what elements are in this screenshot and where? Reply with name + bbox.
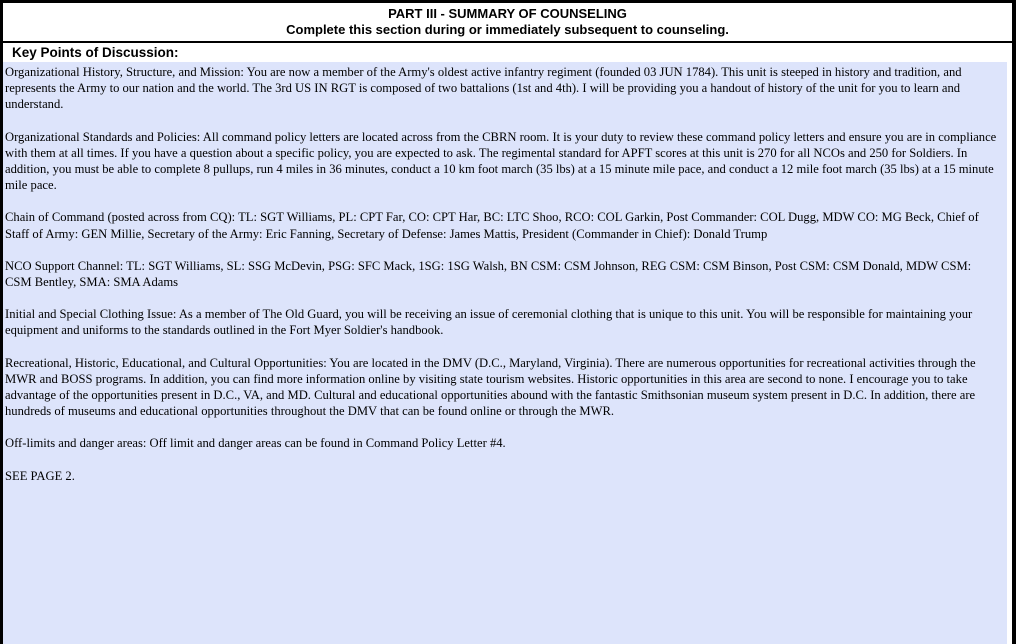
section-title: PART III - SUMMARY OF COUNSELING — [388, 6, 627, 21]
paragraph-nco-support-channel: NCO Support Channel: TL: SGT Williams, SL: SSG McDevin, PSG: SFC Mack, 1SG: 1SG Walsh, BN CSM: CSM Johnson, REG CSM: CSM Binson, Post CSM: CSM Donald, MDW CSM: CSM Bentley, SMA: SMA Adams — [5, 258, 972, 290]
paragraph-history: Organizational History, Structure, and Mission: You are now a member of the Army's oldest active infantry regiment (founded 03 JUN 1784). This unit is steeped in history and tradition, and represents the Army to our nation and the world. The 3rd US IN RGT is composed of two battalions (1st and 4th). I will be providing you a handout of history of the unit for you to learn and understand. — [5, 65, 962, 112]
key-points-text-field[interactable] — [3, 62, 1007, 644]
paragraph-see-page: SEE PAGE 2. — [5, 468, 75, 483]
section-header — [3, 3, 1012, 43]
paragraph-off-limits: Off-limits and danger areas: Off limit and danger areas can be found in Command Policy Letter #4. — [5, 436, 506, 451]
paragraph-standards: Organizational Standards and Policies: All command policy letters are located across from the CBRN room. It is your duty to review these command policy letters and ensure you are in compliance with them at all times. If you have a question about a specific policy, you are expected to ask. The regimental standard for APFT scores at this unit is 270 for all NCOs and 250 for Soldiers. In addition, you must be able to complete 8 pullups, run 4 miles in 36 minutes, conduct a 10 km foot march (35 lbs) at a 15 minute mile pace, and conduct a 12 mile foot march (35 lbs) at a 15 minute mile pace. — [5, 129, 997, 193]
paragraph-chain-of-command: Chain of Command (posted across from CQ): TL: SGT Williams, PL: CPT Far, CO: CPT Har, BC: LTC Shoo, RCO: COL Garkin, Post Commander: COL Dugg, MDW CO: MG Beck, Chief of Staff of Army: GEN Millie, Secretary of the Army: Eric Fanning, Secretary of Defense: James Mattis, President (Commander in Chief): Donald Trump — [5, 210, 979, 241]
paragraph-clothing-issue: Initial and Special Clothing Issue: As a member of The Old Guard, you will be receiving an issue of ceremonial clothing that is unique to this unit. You will be responsible for maintaining your equipment and uniforms to the standards outlined in the Fort Myer Soldier's handbook. — [5, 307, 973, 338]
section-instructions: Complete this section during or immediately subsequent to counseling. — [286, 22, 729, 37]
key-points-label: Key Points of Discussion: — [3, 43, 1012, 64]
paragraph-opportunities: Recreational, Historic, Educational, and Cultural Opportunities: You are located in the DMV (D.C., Maryland, Virginia). There are numerous opportunities for recreational activities through the MWR and BOSS programs. In addition, you can find more information online by visiting state tourism websites. Historic opportunities in this area are second to none. I encourage you to take advantage of the opportunities present in D.C., VA, and MD. Cultural and educational opportunities abound with the fantastic Smithsonian museum system present in D.C. In addition, there are hundreds of museums and educational opportunities throughout the DMV that can be found online or through the MWR. — [5, 355, 976, 419]
